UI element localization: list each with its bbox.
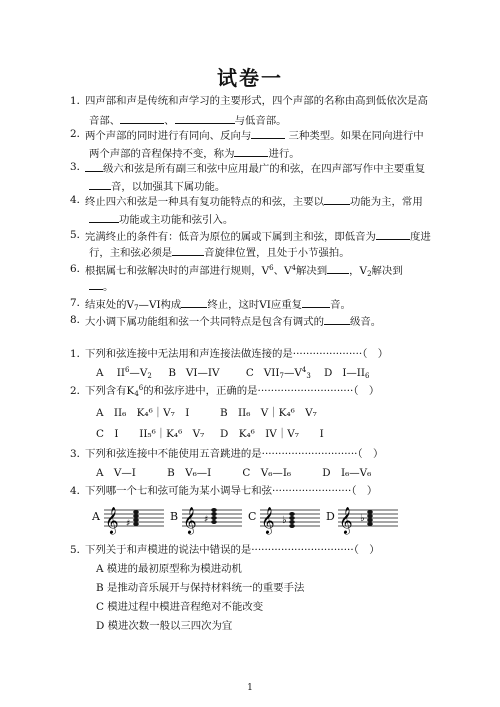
choice-question-2: 2． 下列含有$K_4^6$的和弦序进中，正确的是·····························（ ） (70, 384, 380, 398)
choice-question-2-option-b[interactable]: B II₆ V｜K₄⁶ V₇ (220, 407, 317, 419)
page-title: 试卷一 (217, 66, 283, 90)
fill-question-1: 1． 四声部和声是传统和声学习的主要形式，四个声部的名称由高到低依次是高 (70, 95, 428, 107)
answer-blank[interactable] (327, 262, 349, 274)
staff-notation-a (104, 501, 164, 535)
page-number: 1 (247, 683, 253, 693)
fill-question-7: 7． 结束处的$V_7—VI$构成 终止，这时VI应重复 音。 (70, 297, 351, 312)
svg-text:♭: ♭ (282, 515, 287, 526)
answer-blank[interactable] (376, 228, 410, 240)
svg-text:♯: ♯ (126, 519, 131, 529)
choice-question-1-options (96, 366, 370, 380)
choice-question-1: 1． 下列和弦连接中无法用和声连接法做连接的是·····················（ ） (70, 348, 389, 360)
option-a[interactable]: A $II^6—V_2$ (96, 366, 152, 380)
choice-question-3-options[interactable]: A V—I B V₆—I C V₆—I₆ D I₆—V₆ (96, 467, 372, 479)
staff-notation-c (260, 501, 320, 535)
staff-label-c[interactable]: C (248, 510, 257, 523)
fill-question-4: 4． 终止四六和弦是一种具有复功能特点的和弦，主要以 功能为主，常用 (70, 194, 423, 208)
svg-text:𝄞: 𝄞 (105, 508, 119, 534)
fill-question-4-cont: 功能或主功能和弦引入。 (89, 211, 233, 227)
answer-blank[interactable] (324, 313, 350, 325)
answer-blank[interactable] (181, 296, 207, 308)
svg-text:♯: ♯ (204, 515, 209, 525)
answer-blank[interactable] (120, 112, 164, 124)
answer-blank[interactable] (234, 145, 268, 157)
svg-text:𝄞: 𝄞 (261, 508, 275, 534)
choice-question-4: 4． 下列哪一个七和弦可能为某小调导七和弦························（ ） (70, 485, 378, 497)
fill-question-3: 3． 级六和弦是所有副三和弦中应用最广的和弦，在四声部写作中主要重复 (70, 161, 426, 175)
answer-blank[interactable] (302, 296, 330, 308)
svg-text:♭: ♭ (360, 513, 365, 524)
choice-question-2-option-c[interactable]: C I II₅⁶｜K₄⁶ V₇ (96, 428, 205, 440)
svg-text:𝄞: 𝄞 (339, 508, 353, 534)
fill-question-5: 5． 完满终止的条件有：低音为原位的属或下属到主和弦，即低音为 度进 (70, 229, 431, 243)
answer-blank[interactable] (89, 278, 103, 290)
staff-label-a[interactable]: A (92, 510, 100, 523)
staff-label-b[interactable]: B (170, 510, 179, 523)
staff-notation-d (338, 501, 398, 535)
answer-blank[interactable] (89, 178, 111, 190)
choice-question-3: 3． 下列和弦连接中不能使用五音跳进的是·····························（ ） (70, 448, 384, 460)
choice-question-5-option-b[interactable]: B 是推动音乐展开与保持材料统一的重要手法 (96, 582, 305, 594)
staff-notation-b (182, 501, 242, 535)
answer-blank[interactable] (251, 127, 285, 139)
choice-question-5-option-a[interactable]: A 模进的最初原型称为模进动机 (96, 563, 242, 575)
choice-question-2-option-d[interactable]: D K₄⁶ IV｜V₇ I (220, 428, 324, 440)
answer-blank[interactable] (172, 244, 204, 256)
option-b[interactable]: B VI—IV (168, 367, 220, 379)
fill-question-5-cont: 行，主和弦必须是 音旋律位置，且处于小节强拍。 (89, 244, 350, 260)
option-d[interactable]: D $I—II_6$ (324, 367, 370, 380)
staff-options (92, 501, 422, 535)
fill-question-8: 8． 大小调下属功能组和弦一个共同特点是包含有调式的 级音。 (70, 314, 382, 328)
fill-question-2-cont: 两个声部的音程保持不变，称为 进行。 (89, 145, 300, 161)
answer-blank[interactable] (89, 211, 119, 223)
answer-blank[interactable] (324, 193, 350, 205)
fill-question-2: 2． 两个声部的同时进行有同向、反向与 三种类型。如果在同向进行中 (70, 128, 424, 142)
fill-question-6: 6． 根据属七和弦解决时的声部进行规则，$V^6$、$V^4$解决到 ，$V_2$解决到 (70, 263, 403, 278)
answer-blank[interactable] (85, 160, 103, 172)
svg-text:𝄞: 𝄞 (183, 508, 197, 534)
choice-question-5: 5． 下列关于和声模进的说法中错误的是·······························（ ） (70, 544, 380, 556)
staff-label-d[interactable]: D (326, 510, 335, 523)
option-c[interactable]: C $VII_7—V^4_3$ (245, 366, 311, 380)
choice-question-2-option-a[interactable]: A II₆ K₄⁶｜V₇ I (96, 407, 190, 419)
choice-question-5-option-c[interactable]: C 模进过程中模进音程绝对不能改变 (96, 601, 264, 613)
answer-blank[interactable] (175, 112, 235, 124)
choice-question-5-option-d[interactable]: D 模进次数一般以三四次为宜 (96, 620, 233, 632)
fill-question-6-cont: 。 (89, 278, 113, 294)
fill-question-3-cont: 音，以加强其下属功能。 (89, 178, 225, 194)
fill-question-1-cont: 音部、 、 与低音部。 (89, 112, 287, 128)
